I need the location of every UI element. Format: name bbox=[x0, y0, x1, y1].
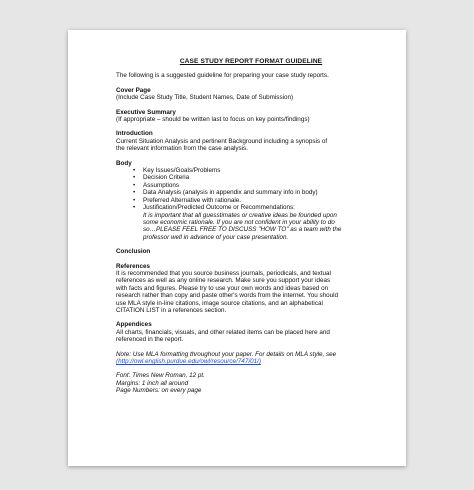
introduction-line-2: the relevant information from the case analysis. bbox=[116, 145, 248, 153]
executive-summary-heading: Executive Summary bbox=[116, 108, 176, 116]
document-page bbox=[68, 30, 406, 466]
document-title: CASE STUDY REPORT FORMAT GUIDELINE bbox=[179, 58, 323, 65]
justification-line: It is important that all guesstimates or creative ideas be founded upon bbox=[143, 211, 337, 219]
conclusion-heading: Conclusion bbox=[116, 248, 151, 256]
references-line: with facts and figures. Please try to use your own words and ideas based on bbox=[116, 284, 329, 292]
list-item: • Decision Criteria bbox=[116, 174, 386, 181]
list-item: • Data Analysis (analysis in appendix and summary info in body) bbox=[116, 189, 386, 196]
references-heading: References bbox=[116, 262, 150, 270]
introduction-heading: Introduction bbox=[116, 130, 153, 138]
executive-summary-text: (If appropriate – should be written last to focus on key points/findings) bbox=[116, 116, 310, 124]
justification-line: some economic rationale. If you are not confident in your ability to do bbox=[143, 218, 335, 226]
font-spec: Font: Times New Roman, 12 pt. bbox=[116, 372, 205, 380]
mla-note bbox=[116, 351, 386, 366]
justification-line: so…PLEASE FEEL FREE TO DISCUSS "HOW TO" as a team with the bbox=[143, 226, 342, 234]
references-line: use MLA style in-line citations, image source citations, and an alphabetical bbox=[116, 299, 323, 307]
references-line: It is recommended that you source business journals, periodicals, and textual bbox=[116, 269, 331, 277]
intro-text: The following is a suggested guideline for preparing your case study reports. bbox=[116, 72, 329, 80]
justification-line: professor well in advance of your case presentation. bbox=[143, 233, 289, 241]
references-line: references as well as any online research. Make sure you support your ideas bbox=[116, 277, 331, 285]
introduction-line-1: Current Situation Analysis and pertinent Background including a synopsis of bbox=[116, 137, 328, 145]
cover-page-heading: Cover Page bbox=[116, 86, 151, 94]
references-line: CITATION LIST in a references section. bbox=[116, 306, 227, 314]
body-bullet-list bbox=[116, 167, 386, 211]
justification-note bbox=[116, 212, 386, 242]
formatting-info bbox=[116, 372, 386, 394]
appendices-line-1: All charts, financials, visuals, and other related items can be placed here and bbox=[116, 328, 330, 336]
mla-note-text: Note: Use MLA formatting throughout your paper. For details on MLA style, see bbox=[116, 350, 337, 358]
document-content bbox=[116, 58, 386, 395]
appendices-line-2: referenced in the report. bbox=[116, 336, 184, 344]
page-numbers-spec: Page Numbers: on every page bbox=[116, 387, 202, 395]
list-item: • Assumptions bbox=[116, 182, 386, 189]
appendices-heading: Appendices bbox=[116, 321, 152, 329]
list-item: • Justification/Predicted Outcome or Recommendations: bbox=[116, 204, 386, 211]
mla-link[interactable]: (http://owl.english.purdue.edu/owl/resource/747/01/) bbox=[116, 358, 261, 365]
list-item: • Preferred Alternative with rationale. bbox=[116, 197, 386, 204]
references-line: research rather than copy and paste other's words from the internet. You should bbox=[116, 292, 339, 300]
list-item: • Key Issues/Goals/Problems bbox=[116, 167, 386, 174]
cover-page-text: (Include Case Study Title, Student Names, Date of Submission) bbox=[116, 94, 294, 102]
body-heading: Body bbox=[116, 159, 132, 167]
margins-spec: Margins: 1 inch all around bbox=[116, 379, 189, 387]
